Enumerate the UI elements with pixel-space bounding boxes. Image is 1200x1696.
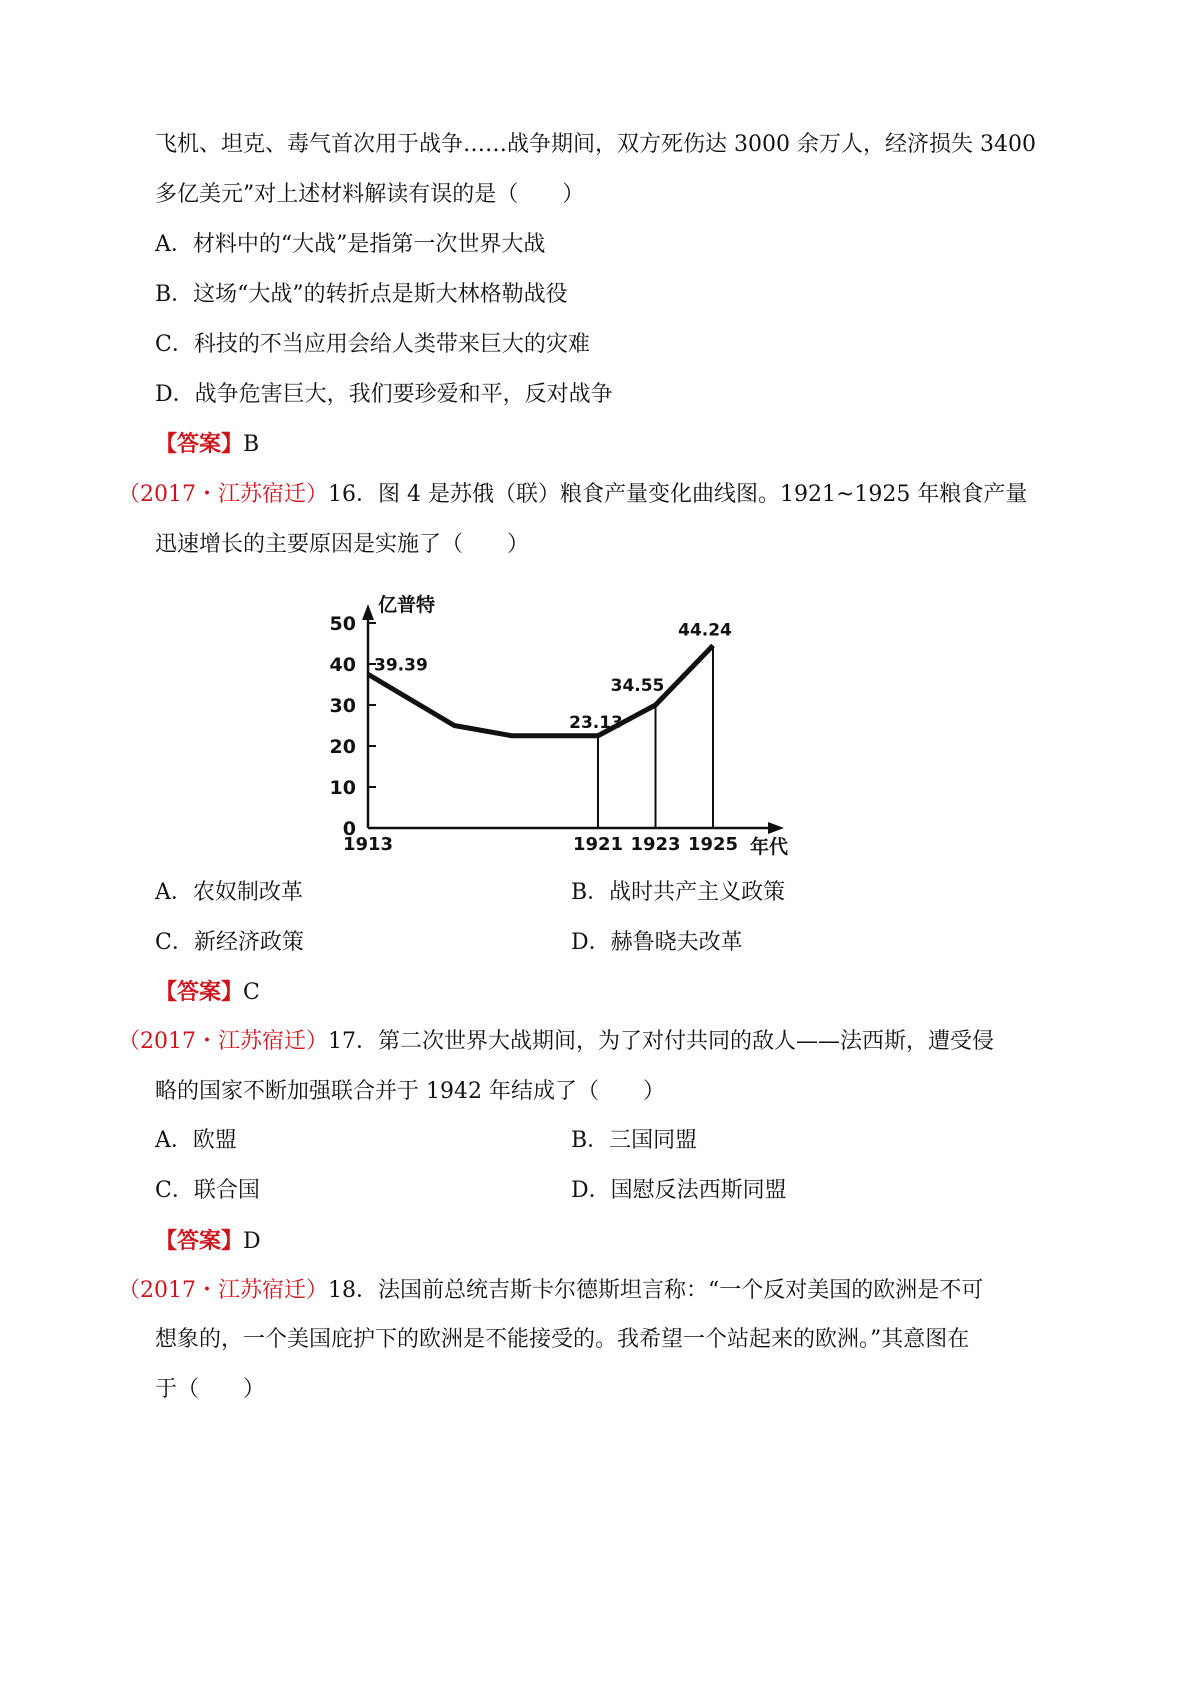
q15-text-line1: 飞机、坦克、毒气首次用于战争……战争期间，双方死伤达 3000 余万人，经济损失 3400	[155, 132, 1036, 157]
option-text: 欧盟	[192, 1128, 237, 1153]
y-tick-label: 0	[342, 818, 356, 840]
y-tick-label: 40	[330, 654, 356, 676]
option-letter: B．	[571, 880, 610, 905]
q15-option-c	[155, 330, 590, 360]
option-letter: C．	[155, 1178, 194, 1203]
option-text: 这场“大战”的转折点是斯大林格勒战役	[193, 282, 568, 307]
x-tick-label: 1921	[572, 834, 624, 855]
option-text: 赫鲁晓夫改革	[610, 930, 743, 955]
option-letter: C．	[155, 930, 194, 955]
x-tick-label: 1923	[630, 834, 681, 855]
q18-text-line1	[118, 1276, 983, 1306]
answer-label: 【答案】	[155, 1228, 244, 1254]
q18-text-line3: 于（ ）	[155, 1377, 266, 1402]
point-label: 23.13	[569, 712, 623, 733]
x-tick-label: 1925	[687, 834, 739, 855]
q15-answer	[155, 429, 259, 460]
q17-text-line1	[118, 1027, 994, 1057]
option-text: 农奴制改革	[192, 880, 303, 905]
q17-option-b	[571, 1126, 697, 1156]
x-axis-arrow	[768, 822, 784, 834]
option-text: 国慰反法西斯同盟	[610, 1178, 787, 1203]
q16-answer	[155, 977, 260, 1008]
q15-option-a	[155, 230, 545, 260]
option-letter: D．	[155, 382, 195, 407]
q16-option-d	[571, 928, 743, 958]
question-source: （2017・江苏宿迁）	[118, 1029, 328, 1054]
y-tick-label: 30	[330, 695, 356, 717]
q16-text-line1	[118, 480, 1027, 510]
option-text: 三国同盟	[609, 1128, 698, 1153]
q17-option-c	[155, 1176, 260, 1206]
q18-text-line2: 想象的，一个美国庇护下的欧洲是不能接受的。我希望一个站起来的欧洲。”其意图在	[155, 1327, 970, 1352]
question-source: （2017・江苏宿迁）	[118, 482, 328, 507]
x-axis-label: 年代	[750, 836, 789, 858]
answer-label: 【答案】	[155, 979, 244, 1005]
q16-text-line2: 迅速增长的主要原因是实施了（ ）	[155, 532, 530, 557]
answer-label: 【答案】	[155, 431, 244, 457]
q15-text-line2: 多亿美元”对上述材料解读有误的是（ ）	[155, 182, 585, 207]
q17-text-line2: 略的国家不断加强联合并于 1942 年结成了（ ）	[155, 1079, 665, 1104]
option-letter: A．	[155, 1128, 193, 1153]
question-text: 17．第二次世界大战期间，为了对付共同的敌人——法西斯，遭受侵	[328, 1029, 994, 1054]
point-label: 34.55	[610, 676, 665, 696]
option-text: 战争危害巨大，我们要珍爱和平，反对战争	[194, 382, 613, 407]
option-letter: A．	[155, 880, 193, 905]
option-text: 联合国	[193, 1178, 260, 1203]
q16-option-c	[155, 928, 304, 958]
q15-option-b	[155, 280, 568, 310]
option-text: 新经济政策	[193, 930, 304, 955]
question-text: 18．法国前总统吉斯卡尔德斯坦言称：“一个反对美国的欧洲是不可	[328, 1278, 984, 1303]
y-tick-label: 10	[330, 777, 356, 799]
chart-point-labels	[374, 621, 732, 733]
answer-value: D	[243, 1229, 261, 1254]
y-axis-label: 亿普特	[378, 594, 436, 616]
option-letter: D．	[571, 930, 611, 955]
y-tick-label: 20	[330, 736, 356, 758]
grain-output-chart	[330, 580, 800, 860]
question-source: （2017・江苏宿迁）	[118, 1278, 328, 1303]
option-letter: A．	[155, 232, 193, 257]
q16-option-b	[571, 878, 785, 908]
q17-answer	[155, 1226, 261, 1257]
y-axis-arrow	[362, 604, 374, 620]
y-tick-label: 50	[330, 613, 356, 635]
option-letter: C．	[155, 332, 194, 357]
option-text: 科技的不当应用会给人类带来巨大的灾难	[193, 332, 590, 357]
x-tick-label: 1913	[342, 834, 394, 855]
answer-value: B	[243, 432, 260, 457]
point-label: 39.39	[374, 655, 428, 676]
option-letter: B．	[571, 1128, 610, 1153]
option-letter: B．	[155, 282, 194, 307]
q17-option-d	[571, 1176, 787, 1206]
q15-option-d	[155, 380, 613, 410]
option-text: 材料中的“大战”是指第一次世界大战	[192, 232, 546, 257]
point-label: 44.24	[678, 620, 732, 641]
option-text: 战时共产主义政策	[609, 880, 786, 905]
question-text: 16．图 4 是苏俄（联）粮食产量变化曲线图。1921~1925 年粮食产量	[328, 482, 1028, 507]
q16-option-a	[155, 878, 303, 908]
answer-value: C	[243, 980, 260, 1005]
option-letter: D．	[571, 1178, 611, 1203]
chart-drop-lines	[598, 646, 713, 828]
q17-option-a	[155, 1126, 237, 1156]
